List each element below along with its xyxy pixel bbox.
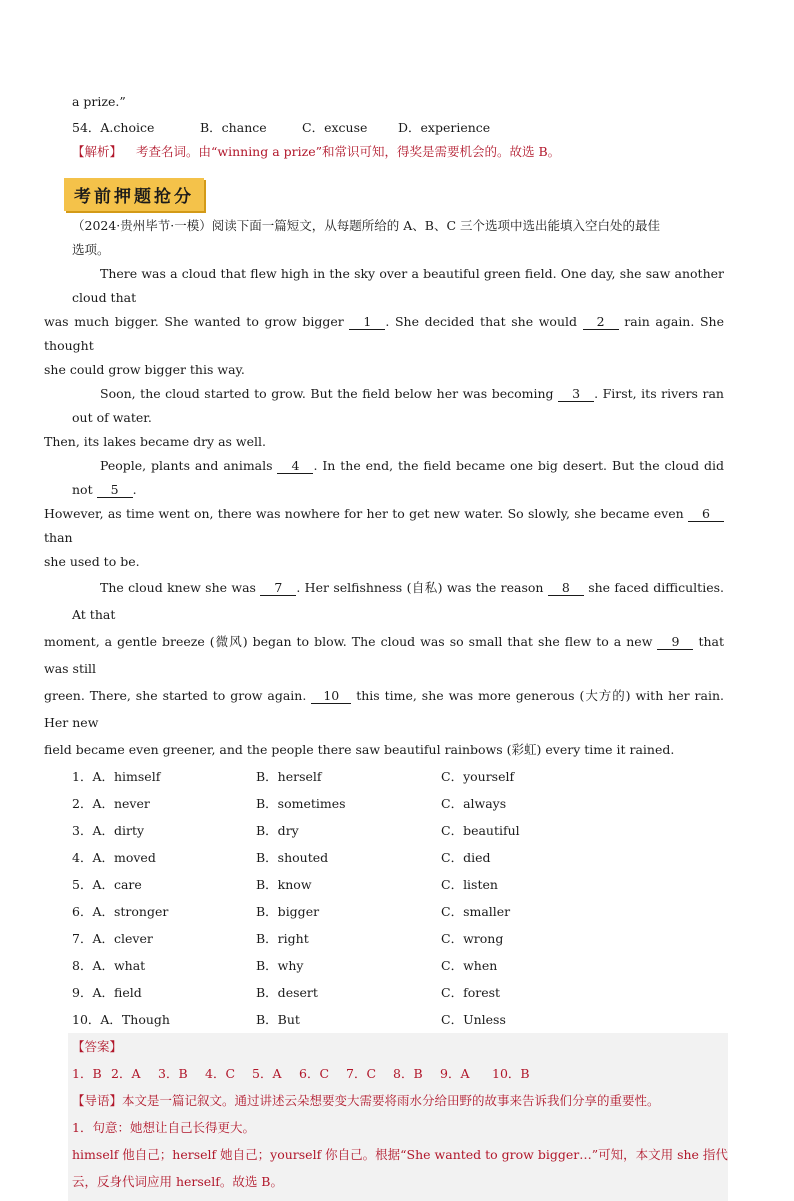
option-a: 5．A．care [72,877,142,892]
question-options-table [72,763,724,1033]
answer-item: 2．A [111,1066,141,1081]
passage-text: However, as time went on, there was nowhere for her to get new water. So slowly, she became even [44,506,684,521]
option-a: 4．A．moved [72,850,156,865]
analysis-text: 考查名词。由“winning a prize”和常识可知，得奖是需要机会的。故选 B。 [136,144,561,159]
passage-text: . First, its rivers ran out of water. [72,386,724,425]
previous-passage-tail: a prize.” [72,94,126,109]
option-b: B．know [256,877,312,892]
answer-item: 8．B [393,1066,423,1081]
answer-item: 1．B [72,1066,102,1081]
passage-line [44,628,724,682]
blank-10: 10 [311,689,351,704]
blank-8: 8 [548,581,584,596]
passage-text: was much bigger. She wanted to grow bigger [44,314,344,329]
option-b: B．shouted [256,850,329,865]
passage-text: she used to be. [44,554,140,569]
question-row [72,925,724,952]
section-badge: 考前押题抢分 [64,178,204,211]
q54-option-c: C．excuse [302,120,368,135]
question-row [72,790,724,817]
answer-list [72,1060,724,1087]
intro-line-2: 选项。 [72,242,110,257]
q54-analysis [72,140,724,164]
passage-text: . In the end, the field became one big desert. But the cloud did not [72,458,724,497]
passage-paragraph-1 [44,262,724,382]
option-a: 7．A．clever [72,931,153,946]
option-b: B．desert [256,985,318,1000]
passage-paragraph-3 [44,454,724,574]
option-c: C．forest [441,985,501,1000]
option-a: 8．A．what [72,958,146,973]
blank-6: 6 [688,507,724,522]
option-c: C．Unless [441,1012,506,1027]
q1-explanation-line-2: 云，反身代词应用 herself。故选 B。 [72,1174,283,1189]
question-row [72,871,724,898]
blank-2: 2 [583,315,619,330]
passage-text: field became even greener, and the people there saw beautiful rainbows (彩虹) every time it rained. [44,742,675,757]
question-row [72,763,724,790]
blank-3: 3 [558,387,594,402]
passage-line [44,682,724,736]
document-page [44,88,728,1201]
option-c: C．yourself [441,769,515,784]
option-c: C．died [441,850,491,865]
option-b: B．dry [256,823,299,838]
option-b: B．bigger [256,904,320,919]
question-row [72,898,724,925]
passage-text: . She decided that she would [385,314,578,329]
option-a: 2．A．never [72,796,150,811]
blank-4: 4 [277,459,313,474]
section-header [72,178,724,211]
option-b: B．herself [256,769,322,784]
passage-text: The cloud knew she was [100,580,256,595]
passage-text: rain again. She thought [44,314,724,353]
option-c: C．wrong [441,931,504,946]
q54-option-a: 54．A.choice [72,120,155,135]
question-row [72,1006,724,1033]
option-c: C．always [441,796,507,811]
option-c: C．when [441,958,498,973]
passage-text: than [44,530,73,545]
answer-explanation-box [68,1033,728,1201]
passage-text: Soon, the cloud started to grow. But the field below her was becoming [100,386,554,401]
passage-text: green. There, she started to grow again. [44,688,307,703]
answer-item: 10．B [492,1066,530,1081]
option-a: 3．A．dirty [72,823,145,838]
passage-text: . [132,482,137,497]
option-b: B．sometimes [256,796,346,811]
option-c: C．smaller [441,904,511,919]
blank-1: 1 [349,315,385,330]
question-row [72,979,724,1006]
guide-line [72,1087,724,1114]
option-b: B．right [256,931,309,946]
passage-text: There was a cloud that flew high in the sky over a beautiful green field. One day, she saw another cloud that [72,266,724,305]
question-row [72,844,724,871]
question-row [72,817,724,844]
option-a: 6．A．stronger [72,904,169,919]
answer-item: 9．A [440,1066,470,1081]
passage-text: . Her selfishness (自私) was the reason [296,580,544,595]
option-c: C．beautiful [441,823,520,838]
blank-7: 7 [260,581,296,596]
guide-text: 本文是一篇记叙文。通过讲述云朵想要变大需要将雨水分给田野的故事来告诉我们分享的重要性。 [122,1093,660,1108]
blank-9: 9 [657,635,693,650]
answer-item: 7．C [346,1066,377,1081]
exercise-intro [72,214,724,262]
passage-paragraph-4 [44,574,724,763]
passage-text: Then, its lakes became dry as well. [44,434,266,449]
answer-item: 5．A [252,1066,282,1081]
passage-text: moment, a gentle breeze (微风) began to blow. The cloud was so small that she flew to a new [44,634,653,649]
answer-item: 3．B [158,1066,188,1081]
intro-line-1: （2024·贵州毕节·一模）阅读下面一篇短文，从每题所给的 A、B、C 三个选项中选出能填入空白处的最佳 [72,218,660,233]
passage-line [44,310,724,358]
passage-text: People, plants and animals [100,458,273,473]
q54-option-b: B．chance [200,120,267,135]
passage-text: this time, she was more generous (大方的) with her rain. Her new [44,688,724,730]
passage-paragraph-2 [44,382,724,454]
answer-item: 6．C [299,1066,330,1081]
option-a: 10．A．Though [72,1012,170,1027]
passage-line [44,502,724,550]
q1-explanation-line-1: himself 他自己；herself 她自己；yourself 你自己。根据“She wanted to grow bigger…”可知，本文用 she 指代 [72,1147,728,1162]
passage-text: she could grow bigger this way. [44,362,245,377]
answer-label: 【答案】 [72,1039,123,1054]
q1-explanation-title: 1．句意：她想让自己长得更大。 [72,1120,255,1135]
question-54-options [72,116,724,140]
question-row [72,952,724,979]
passage-text: that was still [44,634,724,676]
passage-text: she faced difficulties. At that [72,580,724,622]
option-a: 9．A．field [72,985,142,1000]
option-b: B．But [256,1012,300,1027]
guide-label: 【导语】 [72,1093,123,1108]
q54-option-d: D．experience [398,120,491,135]
option-b: B．why [256,958,304,973]
analysis-label: 【解析】 [72,144,123,159]
blank-5: 5 [97,483,133,498]
option-a: 1．A．himself [72,769,161,784]
answer-item: 4．C [205,1066,236,1081]
option-c: C．listen [441,877,498,892]
